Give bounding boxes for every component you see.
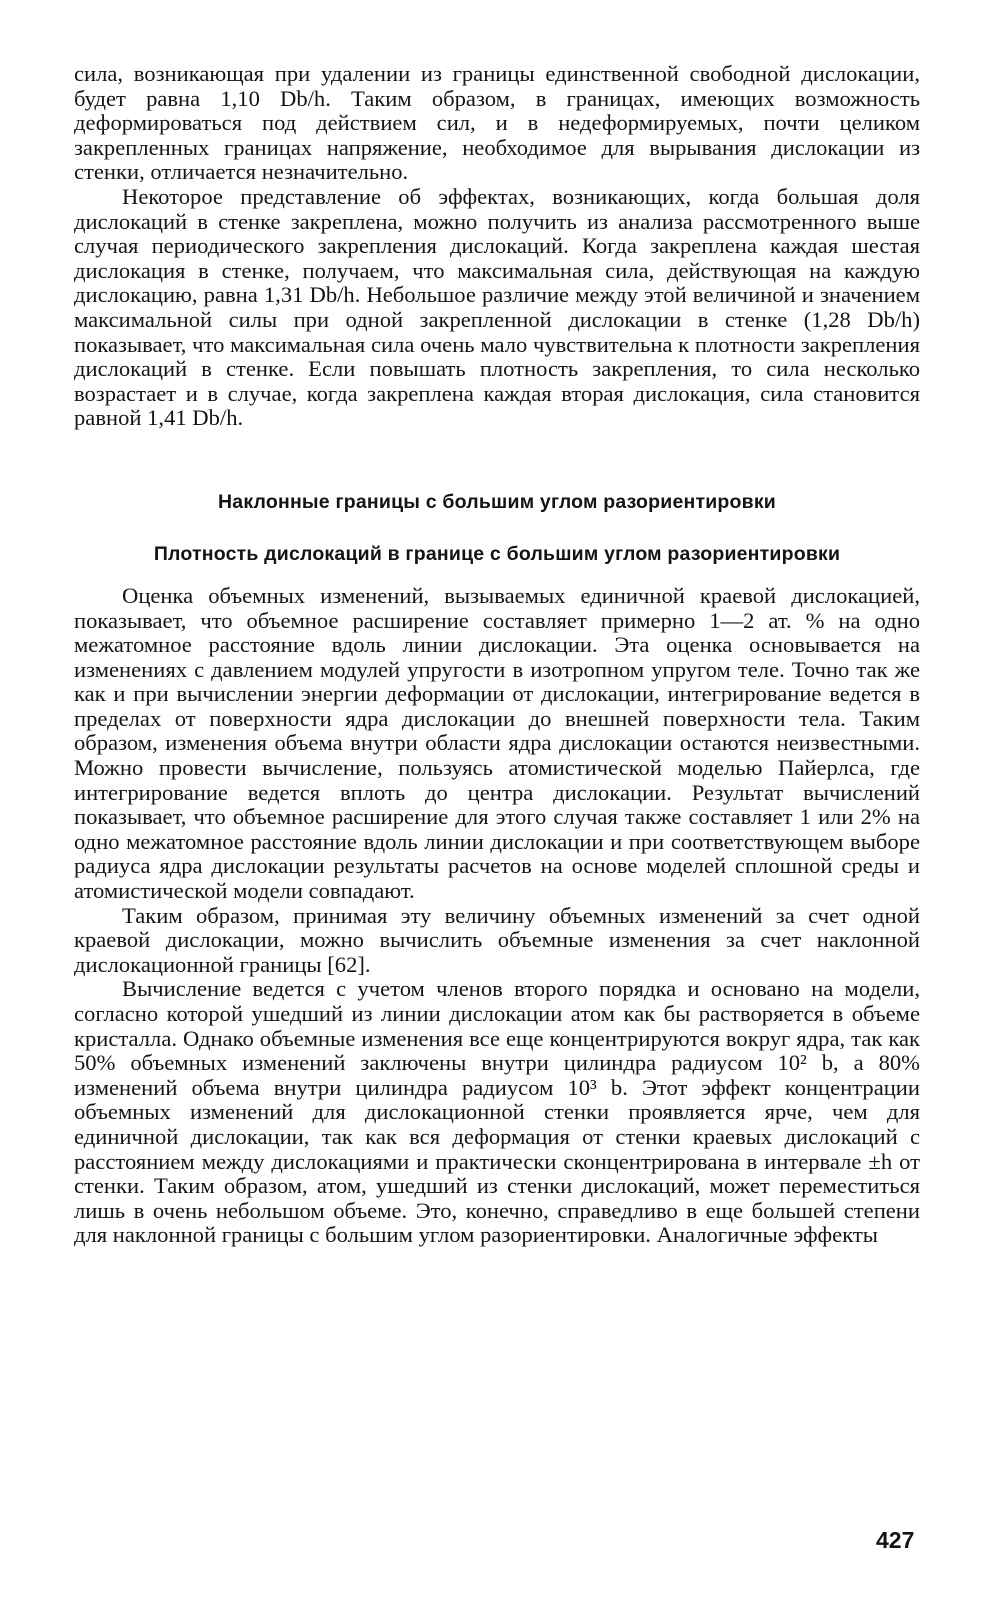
paragraph-volume-estimate: Оценка объемных изменений, вызываемых единичной краевой дислокацией, показывает, что объемное расширение составляет примерно 1—2 ат. % на одно межатомное расстояние вдоль линии дислокации. Эта оценка основывается на изменениях с давлением модулей упругости в изотропном упругом теле. Точно так же как и при вычислении энергии деформации от дислокации, интегрирование ведется в пределах от поверхности ядра дислокации до внешней поверхности тела. Таким образом, изменения объема внутри области ядра дислокации остаются неизвестными. Можно провести вычисление, пользуясь атомистической моделью Пайерлса, где интегрирование ведется вплоть до центра дислокации. Результат вычислений показывает, что объемное расширение для этого случая также составляет 1 или 2% на одно межатомное расстояние вдоль линии дислокации и при соответствующем выборе радиуса ядра дислокации результаты расчетов на основе моделей сплошной среды и атомистической модели совпадают. (74, 582, 920, 904)
paragraph-pinning-density: Некоторое представление об эффектах, возникающих, когда большая доля дислокаций в стенке закреплена, можно получить из анализа рассмотренного выше случая периодического закрепления дислокаций. Когда закреплена каждая шестая дислокация в стенке, получаем, что максимальная сила, действующая на каждую дислокацию, равна 1,31 Db/h. Небольшое различие между этой величиной и значением максимальной силы при одной закрепленной дислокации в стенке (1,28 Db/h) показывает, что максимальная сила очень мало чувствительна к плотности закрепления дислокаций в стенке. Если повышать плотность закрепления, то сила несколько возрастает и в случае, когда закреплена каждая вторая дислокация, сила становится равной 1,41 Db/h. (74, 183, 920, 431)
subsection-title: Плотность дислокаций в границе с большим углом разориентировки (153, 542, 841, 565)
paragraph-second-order: Вычисление ведется с учетом членов второго порядка и основано на модели, согласно которой ушедший из линии дислокации атом как бы растворяется в объеме кристалла. Однако объемные изменения все еще концентрируются вокруг ядра, так как 50% объемных изменений заключены внутри цилиндра радиусом 10² b, а 80% изменений объема внутри цилиндра радиусом 10³ b. Этот эффект концентрации объемных изменений для дислокационной стенки проявляется ярче, чем для единичной дислокации, так как вся деформация от стенки краевых дислокаций с расстоянием между дислокациями и практически сконцентрирована в интервале ±h от стенки. Таким образом, атом, ушедший из стенки дислокаций, может переместиться лишь в очень небольшом объеме. Это, конечно, справедливо в еще большей степени для наклонной границы с большим углом разориентировки. Аналогичные эффекты (74, 976, 920, 1248)
section-title: Наклонные границы с большим углом разориентировки (218, 490, 776, 513)
paragraph-continuation: сила, возникающая при удалении из границы единственной свободной дислокации, будет равна 1,10 Db/h. Таким образом, в границах, имеющих возможность деформироваться под действием сил, и в недеформируемых, почти целиком закрепленных границах напряжение, необходимое для вырывания дислокации из стенки, отличается незначительно. (74, 61, 920, 185)
paragraph-tilt-boundary: Таким образом, принимая эту величину объемных изменений за счет одной краевой дислокации, можно вычислить объемные изменения за счет наклонной дислокационной границы [62]. (74, 902, 920, 977)
page-number: 427 (876, 1527, 915, 1553)
page-body (74, 62, 920, 1248)
